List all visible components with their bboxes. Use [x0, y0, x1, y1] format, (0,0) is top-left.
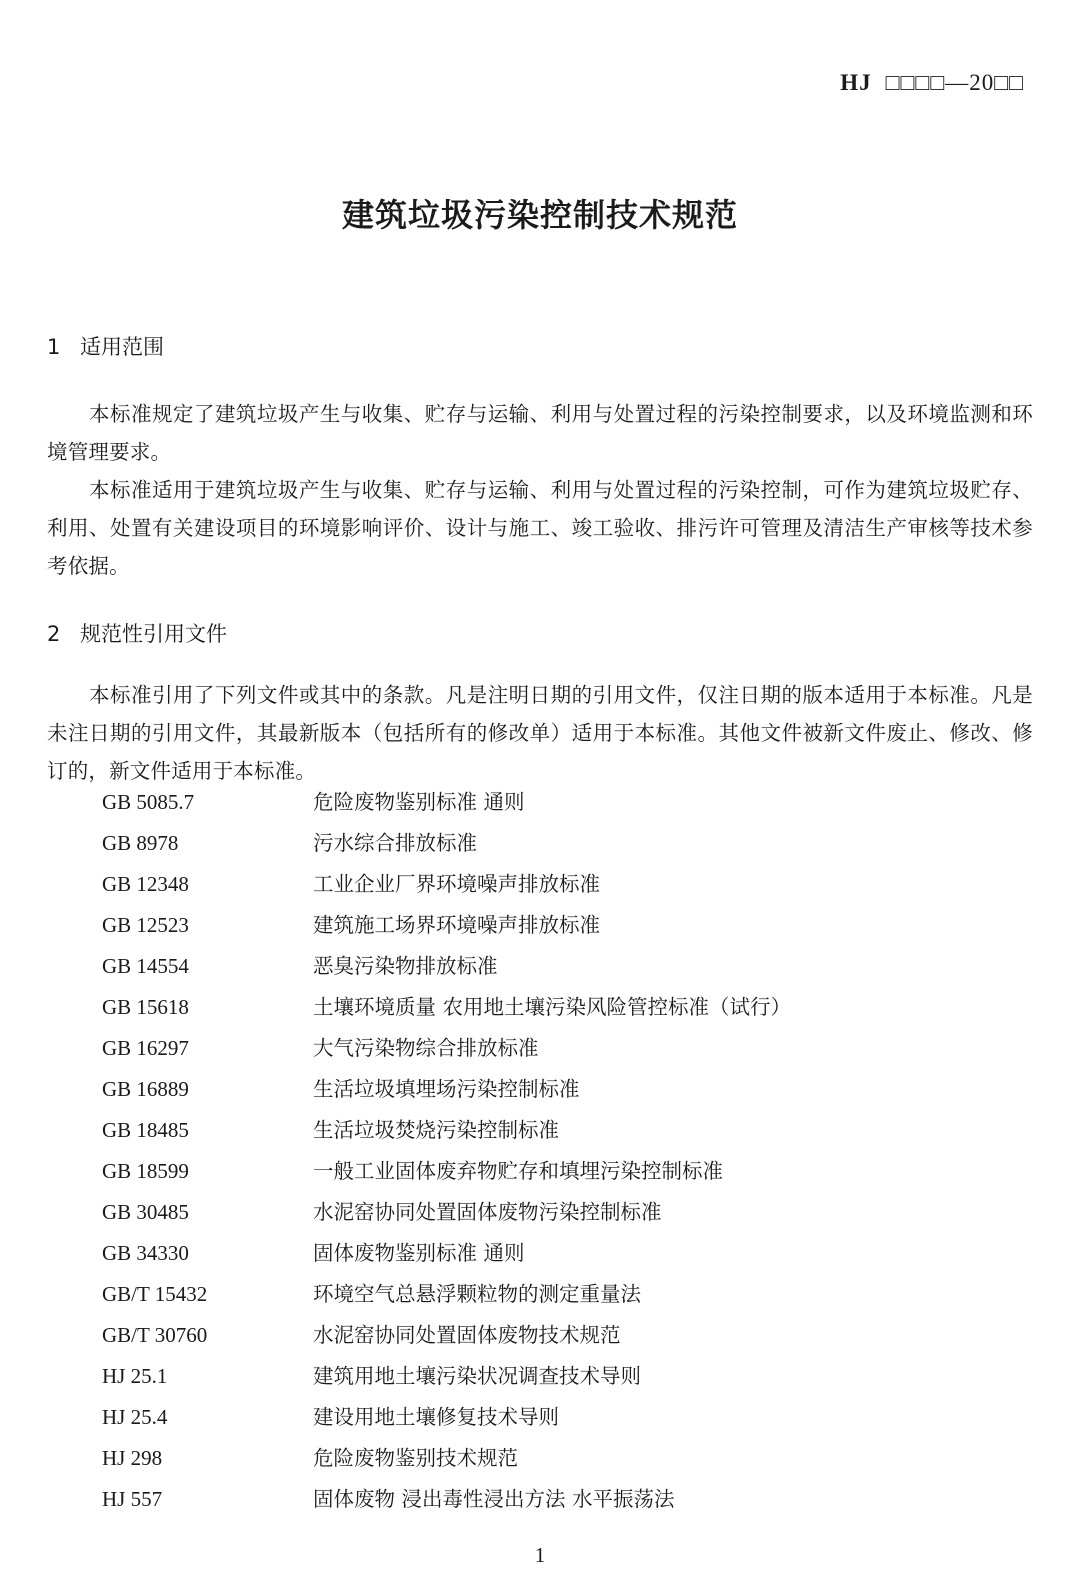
paragraph-references-intro: 本标准引用了下列文件或其中的条款。凡是注明日期的引用文件，仅注日期的版本适用于本标准。凡是未注日期的引用文件，其最新版本（包括所有的修改单）适用于本标准。其他文件被新文件废止、修改、修订的，新文件适用于本标准。 [47, 683, 1033, 783]
paragraph-scope-2: 本标准适用于建筑垃圾产生与收集、贮存与运输、利用与处置过程的污染控制，可作为建筑垃圾贮存、利用、处置有关建设项目的环境影响评价、设计与施工、竣工验收、排污许可管理及清洁生产审核等技术参考依据。 [47, 478, 1033, 578]
reference-code: HJ 25.4 [102, 1405, 168, 1429]
reference-list [102, 786, 1002, 1524]
reference-code: HJ 298 [102, 1446, 163, 1470]
reference-item [102, 1114, 1002, 1155]
reference-title: 危险废物鉴别技术规范 [313, 1446, 518, 1470]
section-title: 适用范围 [80, 335, 164, 359]
section-heading-scope [47, 331, 164, 361]
reference-title: 工业企业厂界环境噪声排放标准 [313, 872, 600, 896]
reference-code: GB/T 15432 [102, 1282, 208, 1306]
reference-title: 固体废物鉴别标准 通则 [313, 1241, 525, 1265]
paragraph-scope-1: 本标准规定了建筑垃圾产生与收集、贮存与运输、利用与处置过程的污染控制要求，以及环境监测和环境管理要求。 [47, 402, 1033, 464]
reference-code: HJ 557 [102, 1487, 163, 1511]
reference-title: 生活垃圾填埋场污染控制标准 [313, 1077, 580, 1101]
section-number: 1 [47, 335, 61, 359]
reference-item [102, 786, 1002, 827]
reference-title: 建筑用地土壤污染状况调查技术导则 [313, 1364, 641, 1388]
reference-title: 恶臭污染物排放标准 [313, 954, 498, 978]
reference-item [102, 1442, 1002, 1483]
reference-title: 固体废物 浸出毒性浸出方法 水平振荡法 [313, 1487, 675, 1511]
reference-code: GB 14554 [102, 954, 189, 978]
reference-item [102, 1073, 1002, 1114]
reference-code: GB 16889 [102, 1077, 189, 1101]
reference-item [102, 1237, 1002, 1278]
reference-code: GB 12523 [102, 913, 189, 937]
reference-item [102, 991, 1002, 1032]
reference-title: 水泥窑协同处置固体废物污染控制标准 [313, 1200, 662, 1224]
section-number: 2 [47, 622, 61, 646]
document-title: 建筑垃圾污染控制技术规范 [341, 196, 738, 234]
reference-code: HJ 25.1 [102, 1364, 168, 1388]
reference-title: 水泥窑协同处置固体废物技术规范 [313, 1323, 621, 1347]
section-heading-references [47, 618, 227, 648]
reference-item [102, 1278, 1002, 1319]
reference-item [102, 909, 1002, 950]
reference-code: GB 18599 [102, 1159, 189, 1183]
reference-title: 建筑施工场界环境噪声排放标准 [313, 913, 600, 937]
reference-title: 生活垃圾焚烧污染控制标准 [313, 1118, 559, 1142]
reference-item [102, 1032, 1002, 1073]
reference-title: 土壤环境质量 农用地土壤污染风险管控标准（试行） [313, 995, 792, 1019]
reference-code: GB/T 30760 [102, 1323, 208, 1347]
page-number: 1 [534, 1543, 546, 1567]
reference-code: GB 15618 [102, 995, 189, 1019]
reference-code: GB 30485 [102, 1200, 189, 1224]
standard-prefix: HJ [840, 70, 872, 95]
reference-code: GB 16297 [102, 1036, 189, 1060]
standard-number: □□□□—20□□ [885, 70, 1024, 95]
reference-title: 危险废物鉴别标准 通则 [313, 790, 525, 814]
standard-code [840, 70, 1024, 96]
reference-code: GB 8978 [102, 831, 179, 855]
reference-title: 污水综合排放标准 [313, 831, 477, 855]
reference-code: GB 12348 [102, 872, 189, 896]
reference-item [102, 950, 1002, 991]
reference-title: 大气污染物综合排放标准 [313, 1036, 539, 1060]
reference-item [102, 827, 1002, 868]
reference-title: 一般工业固体废弃物贮存和填埋污染控制标准 [313, 1159, 723, 1183]
reference-code: GB 34330 [102, 1241, 189, 1265]
reference-item [102, 1360, 1002, 1401]
reference-item [102, 1401, 1002, 1442]
reference-item [102, 1483, 1002, 1524]
reference-code: GB 5085.7 [102, 790, 195, 814]
reference-title: 环境空气总悬浮颗粒物的测定重量法 [313, 1282, 641, 1306]
section-title: 规范性引用文件 [80, 622, 227, 646]
reference-item [102, 1196, 1002, 1237]
reference-code: GB 18485 [102, 1118, 189, 1142]
reference-item [102, 1155, 1002, 1196]
reference-item [102, 1319, 1002, 1360]
reference-title: 建设用地土壤修复技术导则 [313, 1405, 559, 1429]
reference-item [102, 868, 1002, 909]
